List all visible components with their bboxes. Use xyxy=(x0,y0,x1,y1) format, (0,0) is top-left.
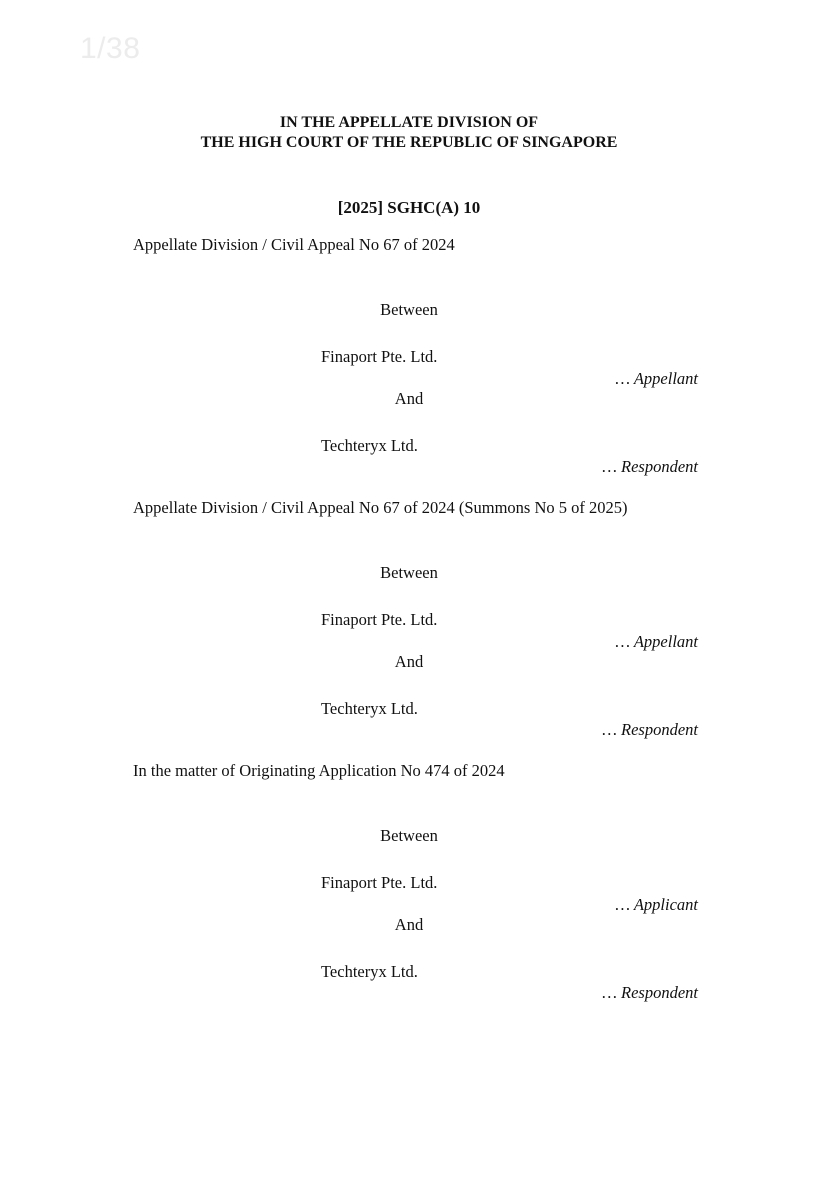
between-label: Between xyxy=(380,826,438,845)
section-title: Appellate Division / Civil Appeal No 67 of 2024 xyxy=(133,235,455,254)
and-label: And xyxy=(394,915,424,934)
party-role: … Appellant xyxy=(615,369,698,388)
between-label: Between xyxy=(380,563,438,582)
party-role: … Applicant xyxy=(615,895,698,914)
section-title: Appellate Division / Civil Appeal No 67 of 2024 (Summons No 5 of 2025) xyxy=(133,498,628,517)
page-number-indicator: 1/38 xyxy=(80,32,141,65)
court-name-line-2: THE HIGH COURT OF THE REPUBLIC OF SINGAPORE xyxy=(200,134,618,151)
court-name-line-1: IN THE APPELLATE DIVISION OF xyxy=(279,114,539,131)
section-title: In the matter of Originating Application No 474 of 2024 xyxy=(133,761,505,780)
party-name: Techteryx Ltd. xyxy=(321,699,418,718)
party-name: Finaport Pte. Ltd. xyxy=(321,610,438,629)
party-role: … Appellant xyxy=(615,632,698,651)
party-name: Finaport Pte. Ltd. xyxy=(321,347,438,366)
party-name: Finaport Pte. Ltd. xyxy=(321,873,438,892)
party-name: Techteryx Ltd. xyxy=(321,962,418,981)
and-label: And xyxy=(394,389,424,408)
party-role: … Respondent xyxy=(602,457,698,476)
party-role: … Respondent xyxy=(602,720,698,739)
case-citation: [2025] SGHC(A) 10 xyxy=(337,198,481,217)
between-label: Between xyxy=(380,300,438,319)
party-role: … Respondent xyxy=(602,983,698,1002)
and-label: And xyxy=(394,652,424,671)
party-name: Techteryx Ltd. xyxy=(321,436,418,455)
